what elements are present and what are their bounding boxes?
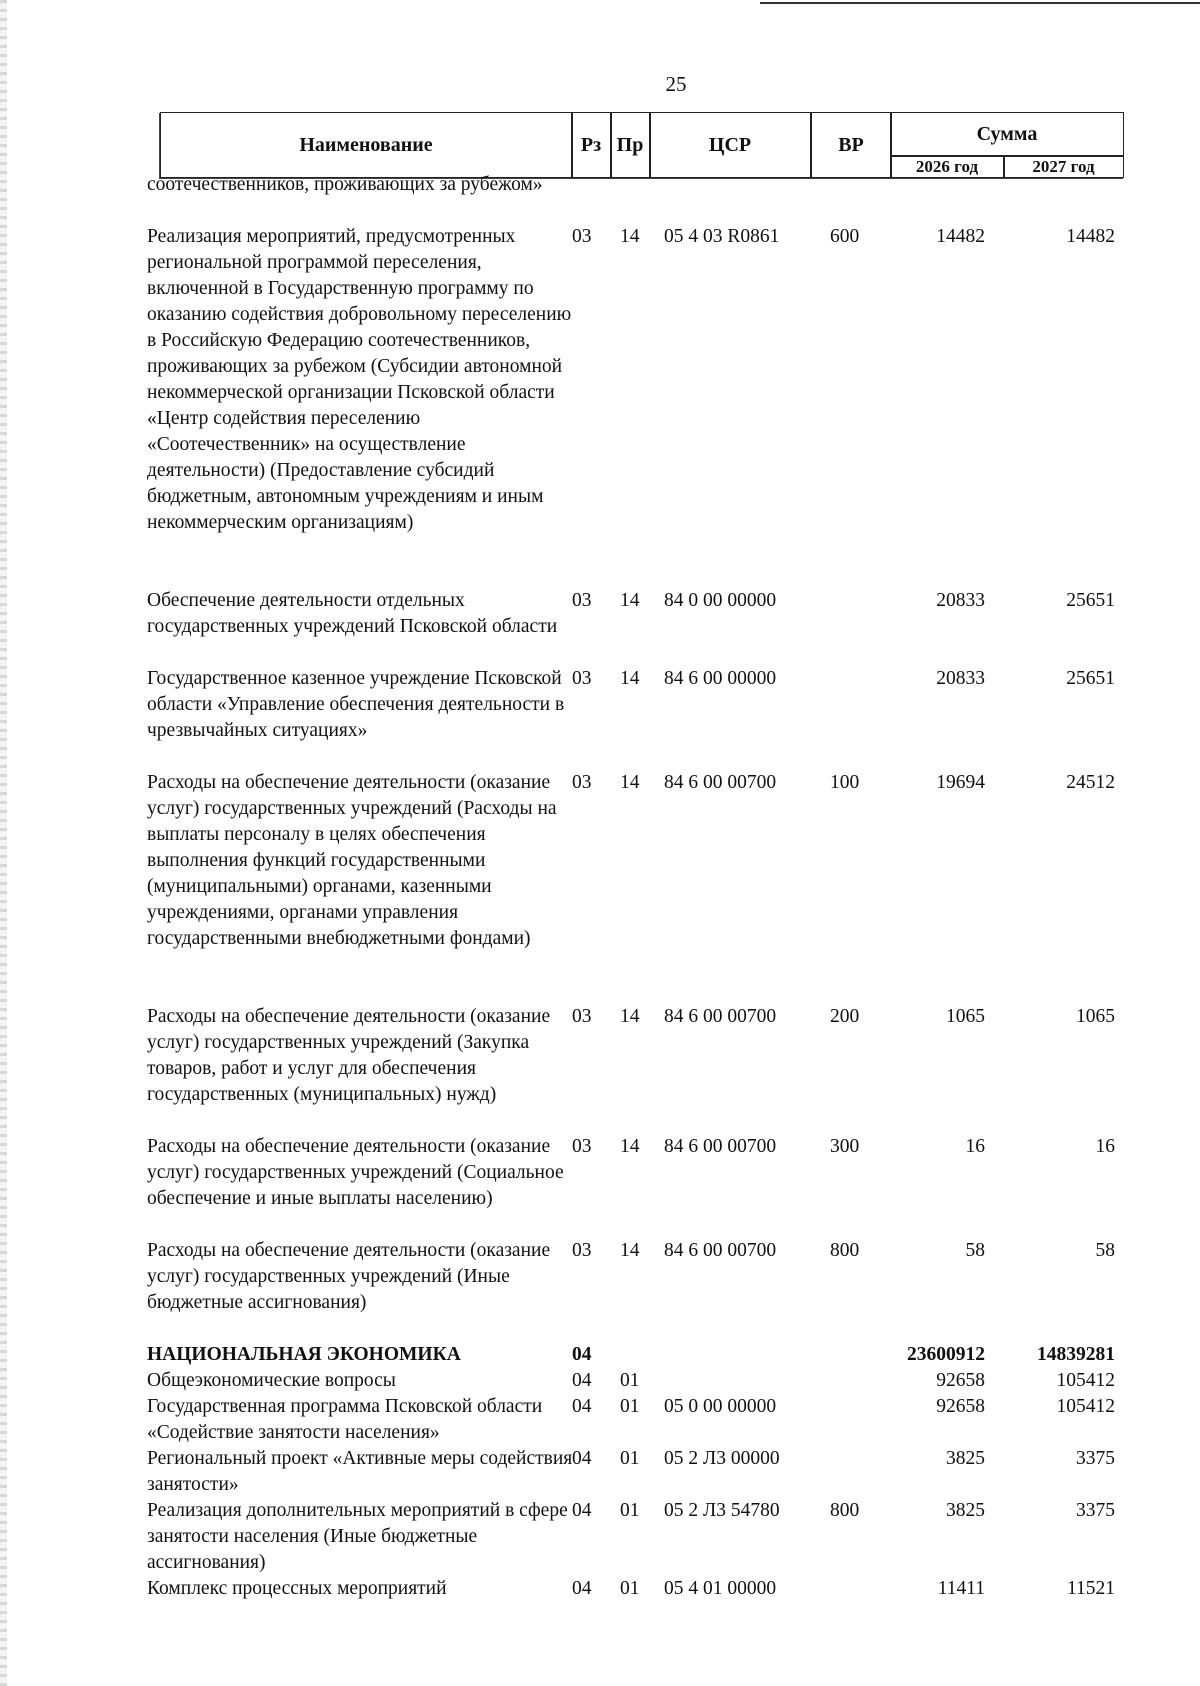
row-name: соотечественников, проживающих за рубежом» [147, 174, 543, 195]
row-name: Общеэкономические вопросы [147, 1370, 396, 1391]
header-pr: Пр [616, 133, 644, 156]
header-name: Наименование [299, 133, 433, 156]
row-vr: 600 [830, 226, 860, 247]
row-name: Расходы на обеспечение деятельности (оказание услуг) государственных учреждений (Расходы на выплаты персоналу в целях обеспечения выполнения функций государственными (муниципальными) органами, казенными учреждениями, органами управления государственными внебюджетными фондами) [147, 772, 557, 949]
row-rz: 04 [572, 1370, 592, 1391]
row-csr: 84 6 00 00700 [664, 772, 777, 793]
row-sum-2027: 14482 [1066, 226, 1115, 247]
row-csr: 05 0 00 00000 [664, 1396, 777, 1417]
row-pr: 14 [620, 1006, 640, 1027]
row-rz: 04 [572, 1500, 592, 1521]
row-name: Комплекс процессных мероприятий [147, 1578, 447, 1599]
row-pr: 14 [620, 772, 640, 793]
row-sum-2027: 3375 [1076, 1448, 1115, 1469]
row-rz: 04 [572, 1578, 592, 1599]
header-csr: ЦСР [708, 133, 752, 156]
row-sum-2026: 20833 [936, 668, 985, 689]
row-sum-2026: 3825 [946, 1448, 985, 1469]
row-sum-2026: 3825 [946, 1500, 985, 1521]
scan-top-line [760, 2, 1200, 4]
row-sum-2027: 3375 [1076, 1500, 1115, 1521]
row-vr: 100 [830, 772, 860, 793]
row-name: Государственное казенное учреждение Псковской области «Управление обеспечения деятельности в чрезвычайных ситуациях» [147, 668, 565, 741]
row-name: Реализация дополнительных мероприятий в сфере занятости населения (Иные бюджетные ассигнования) [147, 1500, 568, 1573]
header-year-2027: 2027 год [1032, 156, 1095, 176]
row-sum-2027: 25651 [1066, 590, 1115, 611]
header-year-2026: 2026 год [915, 156, 979, 176]
row-sum-2026: 58 [965, 1240, 985, 1261]
row-csr: 05 4 03 R0861 [664, 226, 780, 247]
row-pr: 01 [620, 1396, 640, 1417]
row-rz: 03 [572, 772, 592, 793]
row-sum-2026: 19694 [936, 772, 985, 793]
row-csr: 84 6 00 00700 [664, 1240, 777, 1261]
table-header [160, 112, 1124, 178]
row-name: Региональный проект «Активные меры содействия занятости» [147, 1448, 573, 1495]
row-rz: 03 [572, 668, 592, 689]
row-name: Расходы на обеспечение деятельности (оказание услуг) государственных учреждений (Иные бюджетные ассигнования) [147, 1240, 551, 1313]
row-rz: 04 [572, 1344, 592, 1365]
row-rz: 03 [572, 590, 592, 611]
header-vr: ВР [838, 133, 864, 156]
row-pr: 14 [620, 1136, 640, 1157]
row-sum-2027: 24512 [1066, 772, 1115, 793]
row-rz: 03 [572, 1006, 592, 1027]
row-name: Обеспечение деятельности отдельных государственных учреждений Псковской области [147, 590, 558, 637]
row-csr: 84 6 00 00700 [664, 1006, 777, 1027]
row-csr: 05 4 01 00000 [664, 1578, 777, 1599]
row-csr: 05 2 Л3 00000 [664, 1448, 780, 1469]
row-vr: 300 [830, 1136, 860, 1157]
row-name: Расходы на обеспечение деятельности (оказание услуг) государственных учреждений (Закупка товаров, работ и услуг для обеспечения государственных (муниципальных) нужд) [147, 1006, 551, 1105]
row-pr: 14 [620, 1240, 640, 1261]
row-pr: 14 [620, 668, 640, 689]
row-sum-2026: 16 [965, 1136, 985, 1157]
row-sum-2027: 16 [1095, 1136, 1115, 1157]
header-rz: Рз [580, 133, 602, 156]
row-name: Расходы на обеспечение деятельности (оказание услуг) государственных учреждений (Социальное обеспечение и иные выплаты населению) [147, 1136, 564, 1209]
row-name: Государственная программа Псковской области «Содействие занятости населения» [147, 1396, 543, 1443]
row-sum-2027: 14839281 [1037, 1344, 1115, 1365]
row-rz: 03 [572, 1240, 592, 1261]
row-sum-2027: 105412 [1056, 1396, 1115, 1417]
row-sum-2026: 20833 [936, 590, 985, 611]
row-csr: 84 6 00 00700 [664, 1136, 777, 1157]
row-vr: 800 [830, 1240, 860, 1261]
page-number: 25 [665, 72, 687, 96]
row-sum-2026: 23600912 [907, 1344, 985, 1365]
row-sum-2026: 11411 [937, 1578, 985, 1599]
row-sum-2026: 92658 [936, 1396, 985, 1417]
row-pr: 01 [620, 1448, 640, 1469]
row-sum-2026: 14482 [936, 226, 985, 247]
row-rz: 04 [572, 1396, 592, 1417]
row-pr: 14 [620, 590, 640, 611]
row-csr: 84 0 00 00000 [664, 590, 777, 611]
row-csr: 84 6 00 00000 [664, 668, 777, 689]
row-csr: 05 2 Л3 54780 [664, 1500, 780, 1521]
row-sum-2027: 58 [1095, 1240, 1115, 1261]
row-vr: 800 [830, 1500, 860, 1521]
header-sum: Сумма [976, 122, 1038, 145]
row-sum-2026: 1065 [946, 1006, 985, 1027]
row-pr: 01 [620, 1578, 640, 1599]
row-sum-2027: 11521 [1066, 1578, 1115, 1599]
row-name: НАЦИОНАЛЬНАЯ ЭКОНОМИКА [147, 1344, 461, 1365]
row-sum-2026: 92658 [936, 1370, 985, 1391]
row-vr: 200 [830, 1006, 860, 1027]
row-sum-2027: 105412 [1056, 1370, 1115, 1391]
row-sum-2027: 1065 [1076, 1006, 1115, 1027]
row-rz: 03 [572, 226, 592, 247]
row-rz: 04 [572, 1448, 592, 1469]
row-rz: 03 [572, 1136, 592, 1157]
scan-left-edge [0, 0, 7, 1686]
row-pr: 01 [620, 1500, 640, 1521]
row-pr: 01 [620, 1370, 640, 1391]
row-sum-2027: 25651 [1066, 668, 1115, 689]
row-pr: 14 [620, 226, 640, 247]
row-name: Реализация мероприятий, предусмотренных региональной программой переселения, включенной в Государственную программу по оказанию содействия добровольному переселению в Российскую Федерацию соотечественников, проживающих за рубежом (Субсидии автономной некоммерческой организации Псковской области «Центр содействия переселению «Соотечественник» на осуществление деятельности) (Предоставление субсидий бюджетным, автономным учреждениям и иным некоммерческим организациям) [147, 226, 572, 533]
